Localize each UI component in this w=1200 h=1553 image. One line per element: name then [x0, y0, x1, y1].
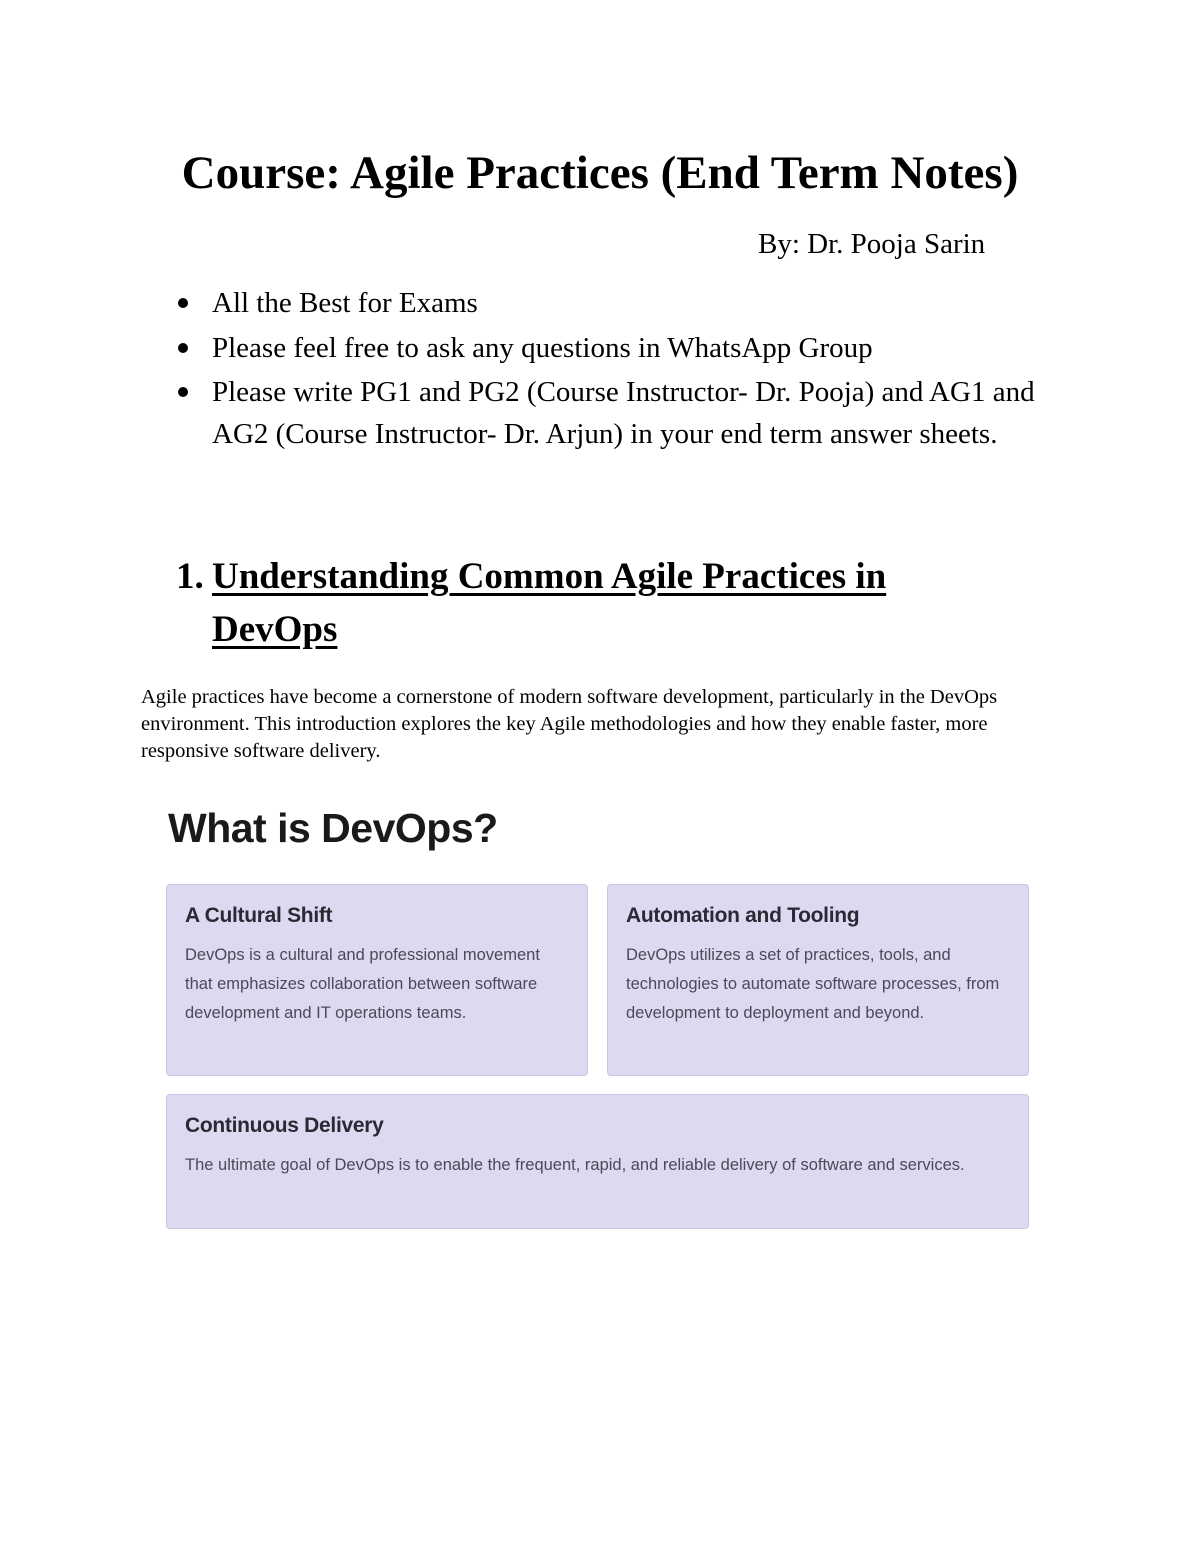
bullet-dot-icon [178, 387, 188, 397]
card-body: DevOps is a cultural and professional movement that emphasizes collaboration between software development and IT operations teams. [185, 946, 540, 1022]
card-title: Automation and Tooling [626, 904, 860, 927]
section-number: 1. [176, 556, 204, 597]
card-body: The ultimate goal of DevOps is to enable the frequent, rapid, and reliable delivery of software and services. [185, 1156, 965, 1174]
author-line: By: Dr. Pooja Sarin [758, 228, 986, 260]
bullet-dot-icon [178, 343, 188, 353]
document-title: Course: Agile Practices (End Term Notes) [181, 147, 1019, 199]
card-continuous-delivery [166, 1094, 1029, 1229]
figure-title: What is DevOps? [168, 805, 498, 851]
bullet-item [176, 328, 1056, 370]
notes-bullet-list [176, 283, 1056, 458]
section-title: Understanding Common Agile Practices in DevOps [212, 556, 887, 650]
bullet-item [176, 372, 1056, 455]
bullet-dot-icon [178, 298, 188, 308]
devops-figure [166, 790, 1030, 1235]
section-heading [176, 550, 996, 656]
card-title: Continuous Delivery [185, 1114, 384, 1137]
bullet-text: All the Best for Exams [212, 287, 478, 319]
card-title: A Cultural Shift [185, 904, 333, 927]
intro-paragraph: Agile practices have become a cornerstone of modern software development, particularly in the DevOps environment. This introduction explores the key Agile methodologies and how they enable faster, more responsive software delivery. [141, 686, 998, 762]
card-cultural-shift [166, 884, 588, 1076]
card-automation-tooling [607, 884, 1029, 1076]
card-body: DevOps utilizes a set of practices, tools, and technologies to automate software processes, from development to deployment and beyond. [626, 946, 1000, 1022]
bullet-text: Please write PG1 and PG2 (Course Instructor- Dr. Pooja) and AG1 and AG2 (Course Instructor- Dr. Arjun) in your end term answer sheets. [212, 376, 1035, 450]
bullet-item [176, 283, 1056, 325]
bullet-text: Please feel free to ask any questions in WhatsApp Group [212, 331, 873, 364]
